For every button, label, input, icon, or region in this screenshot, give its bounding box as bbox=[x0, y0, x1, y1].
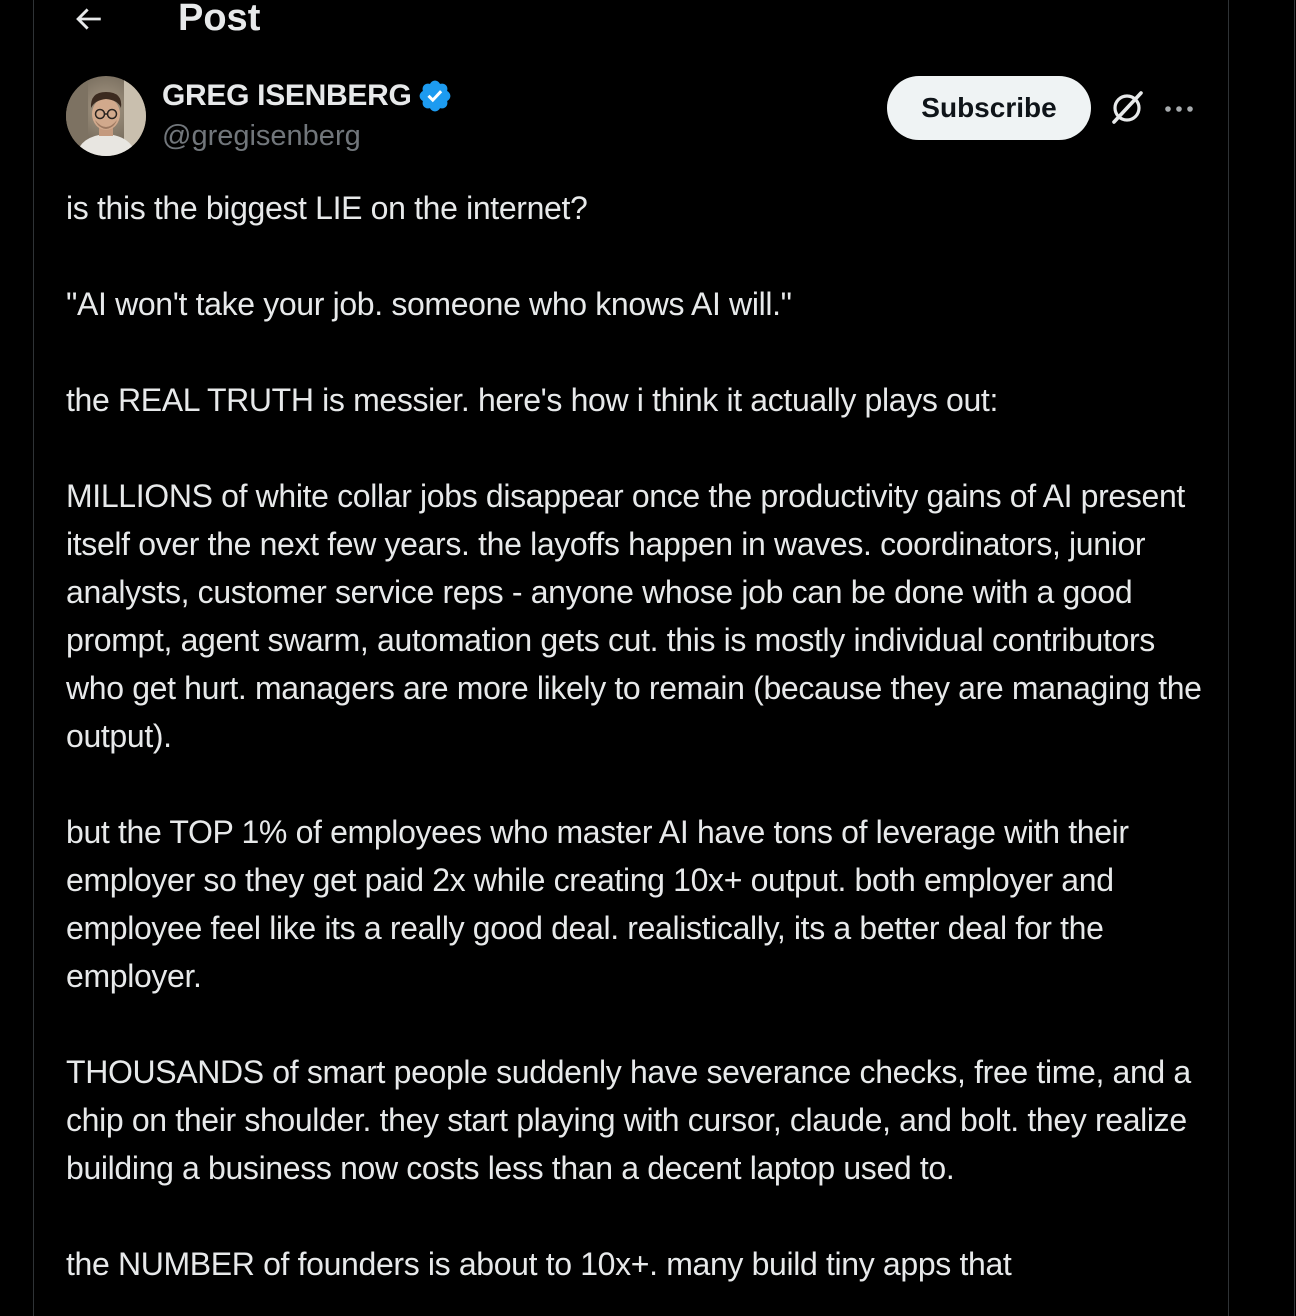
avatar[interactable] bbox=[66, 76, 146, 156]
post-paragraph: "AI won't take your job. someone who knows AI will." bbox=[66, 286, 792, 322]
author-handle[interactable]: @gregisenberg bbox=[162, 120, 361, 152]
post-text bbox=[66, 184, 1206, 1316]
avatar-photo bbox=[66, 76, 146, 156]
post-paragraph: THOUSANDS of smart people suddenly have severance checks, free time, and a chip on their shoulder. they start playing with cursor, claude, and bolt. they realize building a business now costs less than a decent laptop used to. bbox=[66, 1054, 1191, 1186]
post-paragraph: is this the biggest LIE on the internet? bbox=[66, 190, 588, 226]
author-name-text: GREG ISENBERG bbox=[162, 79, 412, 112]
grok-icon[interactable] bbox=[1106, 86, 1148, 128]
author-name[interactable] bbox=[162, 76, 453, 116]
back-button[interactable] bbox=[66, 0, 110, 38]
post-paragraph: the NUMBER of founders is about to 10x+. many build tiny apps that bbox=[66, 1246, 1012, 1282]
sidebar-divider bbox=[1294, 0, 1295, 1316]
post-paragraph: but the TOP 1% of employees who master AI have tons of leverage with their employer so they get paid 2x while creating 10x+ output. both employer and employee feel like its a really good deal. realistically, its a better deal for the employer. bbox=[66, 814, 1129, 994]
post-paragraph: MILLIONS of white collar jobs disappear once the productivity gains of AI present itself over the next few years. the layoffs happen in waves. coordinators, junior analysts, customer service reps - anyone whose job can be done with a good prompt, agent swarm, automation gets cut. this is mostly individual contributors who get hurt. managers are more likely to remain (because they are managing the output). bbox=[66, 478, 1202, 754]
post-paragraph: the REAL TRUTH is messier. here's how i think it actually plays out: bbox=[66, 382, 999, 418]
more-horizontal-icon[interactable] bbox=[1160, 90, 1198, 128]
arrow-left-icon bbox=[71, 2, 105, 36]
page-title: Post bbox=[178, 0, 261, 39]
verified-badge-icon bbox=[417, 78, 453, 114]
subscribe-button[interactable]: Subscribe bbox=[887, 76, 1091, 140]
